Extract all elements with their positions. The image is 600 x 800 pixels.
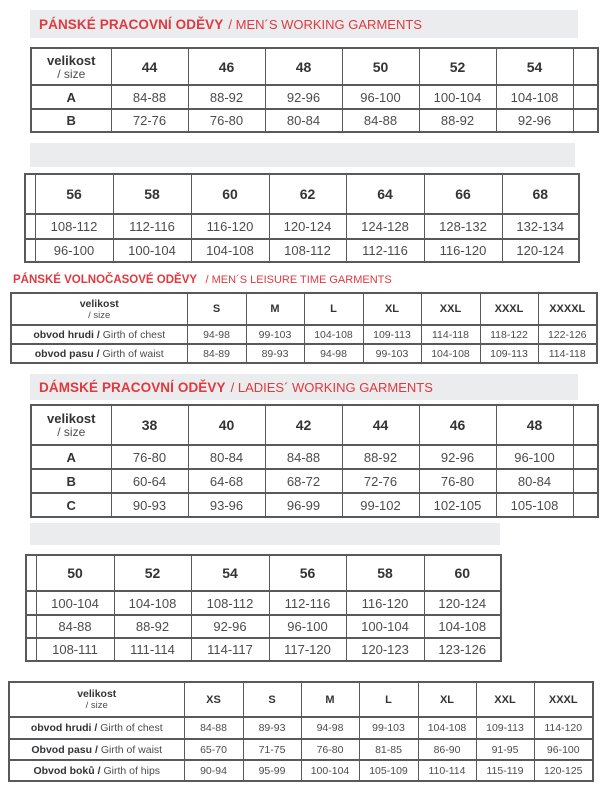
table-row	[9, 760, 593, 781]
clipped-column-cell	[573, 85, 598, 109]
clipped-column-cell	[26, 555, 36, 591]
value-cell: 132-134	[502, 214, 579, 239]
value-cell: 92-96	[419, 445, 496, 469]
value-cell: 104-108	[496, 85, 573, 109]
clipped-column-cell	[573, 469, 598, 493]
value-cell: 108-112	[35, 214, 113, 239]
table-corner-cell	[9, 682, 184, 717]
value-cell: 115-119	[476, 760, 534, 781]
value-cell: 117-120	[269, 638, 346, 661]
value-cell: 96-100	[342, 85, 419, 109]
value-cell: 96-100	[534, 739, 593, 760]
table-row	[31, 445, 598, 469]
value-cell: 102-105	[419, 493, 496, 517]
row-label-cell: A	[31, 85, 111, 109]
measurement-label-cell: obvod hrudi / Girth of chest	[9, 717, 184, 739]
table-row	[26, 615, 501, 638]
value-cell: 80-84	[496, 469, 573, 493]
size-header-row	[25, 174, 579, 214]
table-row	[26, 591, 501, 615]
clipped-column-cell	[26, 638, 36, 661]
size-header-cell: 60	[191, 174, 269, 214]
size-header-cell: L	[304, 293, 363, 325]
size-header-cell: 62	[269, 174, 346, 214]
size-header-cell: S	[243, 682, 301, 717]
value-cell: 99-103	[246, 325, 304, 344]
size-header-cell: XXL	[476, 682, 534, 717]
measurement-label-cell: Obvod pasu / Girth of waist	[9, 739, 184, 760]
row-label-cell: A	[31, 445, 111, 469]
value-cell: 109-113	[363, 325, 421, 344]
size-header-cell: XXXL	[480, 293, 538, 325]
size-header-cell: 56	[35, 174, 113, 214]
value-cell: 99-103	[363, 344, 421, 363]
value-cell: 111-114	[114, 638, 191, 661]
value-cell: 94-98	[301, 717, 359, 739]
value-cell: 94-98	[304, 344, 363, 363]
size-header-cell: M	[301, 682, 359, 717]
value-cell: 88-92	[188, 85, 265, 109]
value-cell: 124-128	[346, 214, 424, 239]
value-cell: 110-114	[418, 760, 476, 781]
size-header-row	[26, 555, 501, 591]
size-header-cell: 38	[111, 405, 188, 445]
size-header-cell: XXXXL	[538, 293, 597, 325]
value-cell: 91-95	[476, 739, 534, 760]
value-cell: 108-112	[269, 239, 346, 262]
value-cell: 100-104	[36, 591, 114, 615]
value-cell: 114-118	[421, 325, 480, 344]
clipped-column-cell	[573, 445, 598, 469]
value-cell: 84-88	[36, 615, 114, 638]
size-header-cell: XXL	[421, 293, 480, 325]
table-row	[26, 638, 501, 661]
value-cell: 128-132	[424, 214, 502, 239]
value-cell: 76-80	[419, 469, 496, 493]
table-row	[9, 717, 593, 739]
size-header-cell: 56	[269, 555, 346, 591]
size-header-cell: XL	[418, 682, 476, 717]
value-cell: 99-102	[342, 493, 419, 517]
value-cell: 104-108	[191, 239, 269, 262]
row-label-cell: B	[31, 109, 111, 132]
value-cell: 84-88	[184, 717, 243, 739]
value-cell: 80-84	[265, 109, 342, 132]
value-cell: 118-122	[480, 325, 538, 344]
size-header-cell: 52	[419, 48, 496, 85]
section-divider-bar-mens	[30, 143, 575, 167]
clipped-column-cell	[25, 214, 35, 239]
value-cell: 90-93	[111, 493, 188, 517]
value-cell: 116-120	[424, 239, 502, 262]
size-header-cell: 52	[114, 555, 191, 591]
value-cell: 90-94	[184, 760, 243, 781]
corner-label-velikost: velikost	[47, 52, 96, 68]
clipped-column-cell	[25, 174, 35, 214]
measurement-label-cell: obvod hrudi / Girth of chest	[11, 325, 187, 344]
value-cell: 72-76	[342, 469, 419, 493]
value-cell: 120-123	[346, 638, 424, 661]
value-cell: 92-96	[496, 109, 573, 132]
table-corner-cell	[11, 293, 187, 325]
value-cell: 109-113	[476, 717, 534, 739]
value-cell: 104-108	[421, 344, 480, 363]
table-row	[11, 325, 597, 344]
size-header-cell: 40	[188, 405, 265, 445]
section-title-mens-working	[30, 10, 578, 38]
value-cell: 112-116	[346, 239, 424, 262]
size-header-cell: XS	[184, 682, 243, 717]
value-cell: 100-104	[113, 239, 191, 262]
value-cell: 105-109	[359, 760, 418, 781]
table-corner-cell	[31, 48, 111, 85]
value-cell: 68-72	[265, 469, 342, 493]
section-title-mens-leisure	[13, 270, 392, 284]
size-header-cell: L	[359, 682, 418, 717]
value-cell: 76-80	[111, 445, 188, 469]
table-row	[31, 85, 598, 109]
corner-label-size: / size	[57, 425, 86, 439]
clipped-column-cell	[573, 48, 598, 85]
value-cell: 104-108	[424, 615, 501, 638]
table-row	[25, 214, 579, 239]
size-header-cell: S	[187, 293, 246, 325]
clipped-column-cell	[26, 591, 36, 615]
value-cell: 60-64	[111, 469, 188, 493]
size-header-cell: 48	[496, 405, 573, 445]
row-label-cell: B	[31, 469, 111, 493]
section-title-ladies-working	[30, 374, 578, 400]
value-cell: 92-96	[191, 615, 269, 638]
value-cell: 88-92	[342, 445, 419, 469]
corner-label-velikost: velikost	[77, 688, 117, 700]
value-cell: 116-120	[346, 591, 424, 615]
value-cell: 105-108	[496, 493, 573, 517]
value-cell: 84-88	[265, 445, 342, 469]
size-header-row	[9, 682, 593, 717]
value-cell: 94-98	[187, 325, 246, 344]
mens-leisure-size-table	[10, 292, 598, 364]
value-cell: 96-100	[496, 445, 573, 469]
value-cell: 84-88	[342, 109, 419, 132]
value-cell: 104-108	[114, 591, 191, 615]
value-cell: 120-124	[424, 591, 501, 615]
size-header-cell: 48	[265, 48, 342, 85]
section-title-cz: PÁNSKÉ VOLNOČASOVÉ ODĚVY	[13, 274, 198, 286]
clipped-column-cell	[573, 405, 598, 445]
size-header-cell: 66	[424, 174, 502, 214]
table-row	[11, 344, 597, 363]
section-title-en: / MEN´S LEISURE TIME GARMENTS	[205, 274, 392, 286]
size-header-cell: XL	[363, 293, 421, 325]
value-cell: 116-120	[191, 214, 269, 239]
value-cell: 109-113	[480, 344, 538, 363]
value-cell: 123-126	[424, 638, 501, 661]
value-cell: 65-70	[184, 739, 243, 760]
table-row	[9, 739, 593, 760]
size-header-cell: 42	[265, 405, 342, 445]
size-header-cell: XXXL	[534, 682, 593, 717]
value-cell: 114-118	[538, 344, 597, 363]
value-cell: 64-68	[188, 469, 265, 493]
size-header-cell: 44	[111, 48, 188, 85]
size-header-cell: 50	[342, 48, 419, 85]
clipped-column-cell	[25, 239, 35, 262]
size-header-row	[31, 405, 598, 445]
section-title-cz: PÁNSKÉ PRACOVNÍ ODĚVY	[39, 16, 224, 32]
section-title-cz: DÁMSKÉ PRACOVNÍ ODĚVY	[39, 379, 226, 395]
ladies-working-size-table-2	[25, 554, 502, 662]
value-cell: 71-75	[243, 739, 301, 760]
measurement-label-cell: Obvod boků / Girth of hips	[9, 760, 184, 781]
size-header-cell: 46	[188, 48, 265, 85]
value-cell: 108-111	[36, 638, 114, 661]
value-cell: 88-92	[419, 109, 496, 132]
value-cell: 84-89	[187, 344, 246, 363]
table-corner-cell	[31, 405, 111, 445]
mens-working-size-table-2	[24, 173, 580, 263]
value-cell: 84-88	[111, 85, 188, 109]
size-header-cell: 54	[191, 555, 269, 591]
table-row	[31, 493, 598, 517]
corner-label-size: / size	[85, 700, 108, 711]
ladies-measurements-table	[8, 681, 594, 782]
clipped-column-cell	[573, 109, 598, 132]
size-header-cell: 58	[113, 174, 191, 214]
value-cell: 100-104	[419, 85, 496, 109]
value-cell: 104-108	[304, 325, 363, 344]
value-cell: 114-117	[191, 638, 269, 661]
section-title-en: / LADIES´ WORKING GARMENTS	[230, 379, 433, 395]
value-cell: 104-108	[418, 717, 476, 739]
size-header-row	[11, 293, 597, 325]
size-header-cell: 46	[419, 405, 496, 445]
size-header-cell: 44	[342, 405, 419, 445]
value-cell: 112-116	[113, 214, 191, 239]
corner-label-velikost: velikost	[47, 411, 96, 426]
value-cell: 89-93	[243, 717, 301, 739]
section-divider-bar-ladies	[30, 523, 500, 545]
value-cell: 81-85	[359, 739, 418, 760]
size-header-cell: 64	[346, 174, 424, 214]
value-cell: 100-104	[346, 615, 424, 638]
value-cell: 108-112	[191, 591, 269, 615]
value-cell: 86-90	[418, 739, 476, 760]
value-cell: 89-93	[246, 344, 304, 363]
size-header-row	[31, 48, 598, 85]
measurement-label-cell: obvod pasu / Girth of waist	[11, 344, 187, 363]
corner-label-velikost: velikost	[79, 297, 119, 310]
value-cell: 92-96	[265, 85, 342, 109]
value-cell: 93-96	[188, 493, 265, 517]
value-cell: 99-103	[359, 717, 418, 739]
value-cell: 76-80	[188, 109, 265, 132]
value-cell: 120-124	[502, 239, 579, 262]
size-header-cell: 68	[502, 174, 579, 214]
value-cell: 80-84	[188, 445, 265, 469]
value-cell: 96-100	[269, 615, 346, 638]
value-cell: 114-120	[534, 717, 593, 739]
corner-label-size: / size	[57, 66, 86, 81]
table-row	[31, 469, 598, 493]
value-cell: 120-124	[269, 214, 346, 239]
value-cell: 122-126	[538, 325, 597, 344]
mens-working-size-table-1	[30, 47, 599, 133]
value-cell: 88-92	[114, 615, 191, 638]
size-header-cell: 58	[346, 555, 424, 591]
size-header-cell: M	[246, 293, 304, 325]
size-header-cell: 54	[496, 48, 573, 85]
value-cell: 100-104	[301, 760, 359, 781]
clipped-column-cell	[26, 615, 36, 638]
table-row	[25, 239, 579, 262]
value-cell: 95-99	[243, 760, 301, 781]
value-cell: 96-100	[35, 239, 113, 262]
value-cell: 112-116	[269, 591, 346, 615]
value-cell: 72-76	[111, 109, 188, 132]
value-cell: 96-99	[265, 493, 342, 517]
section-title-en: / MEN´S WORKING GARMENTS	[228, 16, 422, 32]
value-cell: 76-80	[301, 739, 359, 760]
size-header-cell: 50	[36, 555, 114, 591]
row-label-cell: C	[31, 493, 111, 517]
table-row	[31, 109, 598, 132]
corner-label-size: / size	[88, 309, 111, 321]
size-header-cell: 60	[424, 555, 501, 591]
value-cell: 120-125	[534, 760, 593, 781]
ladies-working-size-table-1	[30, 404, 599, 518]
clipped-column-cell	[573, 493, 598, 517]
